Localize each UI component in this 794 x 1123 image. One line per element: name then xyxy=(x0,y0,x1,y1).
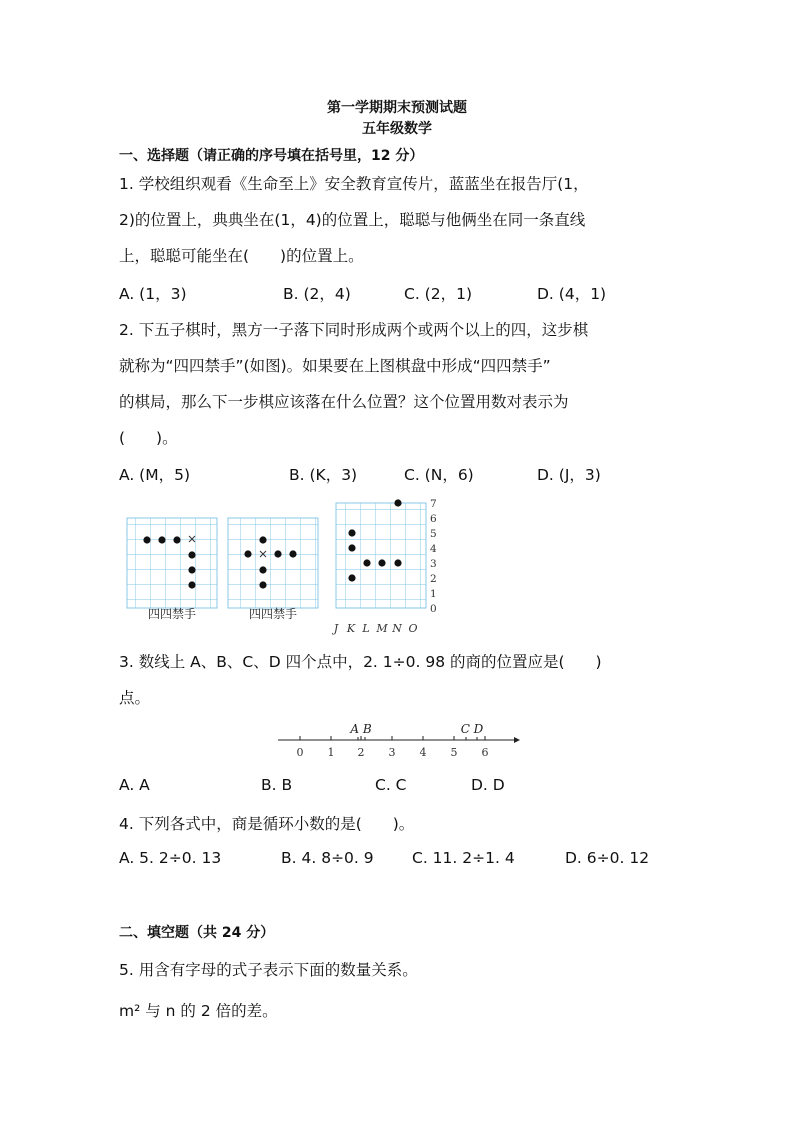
page-title: 第一学期期末预测试题 xyxy=(327,100,467,116)
black-stone xyxy=(394,499,401,506)
axis-label-m: M xyxy=(376,622,388,635)
q2-line-1: 2. 下五子棋时，黑方一子落下同时形成两个或两个以上的四，这步棋 xyxy=(119,321,589,339)
black-stone xyxy=(289,550,296,557)
board-3 xyxy=(332,498,437,635)
q3-line-2: 点。 xyxy=(119,689,151,707)
axis-label-7: 7 xyxy=(430,498,437,510)
axis-label-n: N xyxy=(392,622,402,635)
q4-option-a[interactable]: A. 5. 2÷0. 13 xyxy=(119,849,222,867)
tick-2: 2 xyxy=(357,746,365,759)
board-1 xyxy=(127,518,217,621)
q3-option-b[interactable]: B. B xyxy=(261,776,293,794)
black-stone xyxy=(158,536,165,543)
q1-option-d[interactable]: D. (4，1) xyxy=(537,285,607,303)
black-stone xyxy=(244,550,251,557)
q3-option-c[interactable]: C. C xyxy=(375,776,407,794)
black-stone xyxy=(259,566,266,573)
gomoku-figure xyxy=(120,494,450,639)
q1-option-a[interactable]: A. (1，3) xyxy=(119,285,187,303)
tick-6: 6 xyxy=(481,746,489,759)
q4-line: 4. 下列各式中，商是循环小数的是( )。 xyxy=(119,815,415,833)
black-stone xyxy=(274,550,281,557)
q4-option-b[interactable]: B. 4. 8÷0. 9 xyxy=(281,849,374,867)
axis-label-l: L xyxy=(362,622,370,635)
axis-label-1: 1 xyxy=(430,588,437,600)
black-stone xyxy=(378,559,385,566)
q1-option-c[interactable]: C. (2，1) xyxy=(404,285,472,303)
axis-label-o: O xyxy=(408,622,418,635)
q2-option-b[interactable]: B. (K，3) xyxy=(289,466,358,484)
black-stone xyxy=(348,529,355,536)
board-1-caption: 四四禁手 xyxy=(147,607,197,621)
axis-label-2: 2 xyxy=(430,573,437,585)
q2-option-c[interactable]: C. (N，6) xyxy=(404,466,474,484)
black-stone xyxy=(259,536,266,543)
q3-option-a[interactable]: A. A xyxy=(119,776,150,794)
board-2 xyxy=(228,518,318,621)
q2-option-d[interactable]: D. (J，3) xyxy=(537,466,601,484)
q4-option-c[interactable]: C. 11. 2÷1. 4 xyxy=(412,849,515,867)
black-stone xyxy=(173,536,180,543)
label-cd: C D xyxy=(460,722,484,736)
black-stone xyxy=(259,581,266,588)
arrow-right-icon xyxy=(514,737,520,743)
q3-line-1: 3. 数线上 A、B、C、D 四个点中，2. 1÷0. 98 的商的位置应是( ) xyxy=(119,653,602,671)
axis-label-5: 5 xyxy=(430,528,437,540)
black-stone xyxy=(394,559,401,566)
axis-label-k: K xyxy=(346,622,356,635)
tick-4: 4 xyxy=(419,746,427,759)
q1-option-b[interactable]: B. (2，4) xyxy=(283,285,351,303)
section-2-heading: 二、填空题（共 24 分） xyxy=(119,925,275,941)
black-stone xyxy=(348,544,355,551)
black-stone xyxy=(188,581,195,588)
black-stone xyxy=(188,566,195,573)
q2-line-3: 的棋局，那么下一步棋应该落在什么位置？这个位置用数对表示为 xyxy=(119,393,569,411)
board-2-caption: 四四禁手 xyxy=(248,607,298,621)
axis-label-j: J xyxy=(333,622,339,635)
black-stone xyxy=(348,574,355,581)
q1-line-3: 上，聪聪可能坐在( )的位置上。 xyxy=(119,247,364,265)
q1-line-1: 1. 学校组织观看《生命至上》安全教育宣传片，蓝蓝坐在报告厅(1， xyxy=(119,175,589,193)
axis-label-3: 3 xyxy=(430,558,437,570)
q5-line: 5. 用含有字母的式子表示下面的数量关系。 xyxy=(119,961,418,979)
axis-label-4: 4 xyxy=(430,543,437,555)
section-1-heading: 一、选择题（请正确的序号填在括号里，12 分） xyxy=(119,148,424,164)
q2-line-2: 就称为“四四禁手”(如图)。如果要在上图棋盘中形成“四四禁手” xyxy=(119,357,551,375)
q3-option-d[interactable]: D. D xyxy=(471,776,505,794)
page-subtitle: 五年级数学 xyxy=(362,121,432,137)
axis-label-6: 6 xyxy=(430,513,437,525)
tick-5: 5 xyxy=(450,746,458,759)
black-stone xyxy=(143,536,150,543)
tick-3: 3 xyxy=(388,746,396,759)
black-stone xyxy=(363,559,370,566)
q5-subline: m² 与 n 的 2 倍的差。 xyxy=(119,1002,278,1020)
number-line xyxy=(270,716,525,761)
q1-line-2: 2)的位置上，典典坐在(1，4)的位置上，聪聪与他俩坐在同一条直线 xyxy=(119,211,586,229)
tick-1: 1 xyxy=(327,746,335,759)
q4-option-d[interactable]: D. 6÷0. 12 xyxy=(565,849,650,867)
q2-option-a[interactable]: A. (M，5) xyxy=(119,466,191,484)
q2-line-4: ( )。 xyxy=(119,429,178,447)
axis-label-0: 0 xyxy=(430,603,437,615)
label-ab: A B xyxy=(350,722,372,736)
black-stone xyxy=(188,551,195,558)
tick-0: 0 xyxy=(296,746,304,759)
